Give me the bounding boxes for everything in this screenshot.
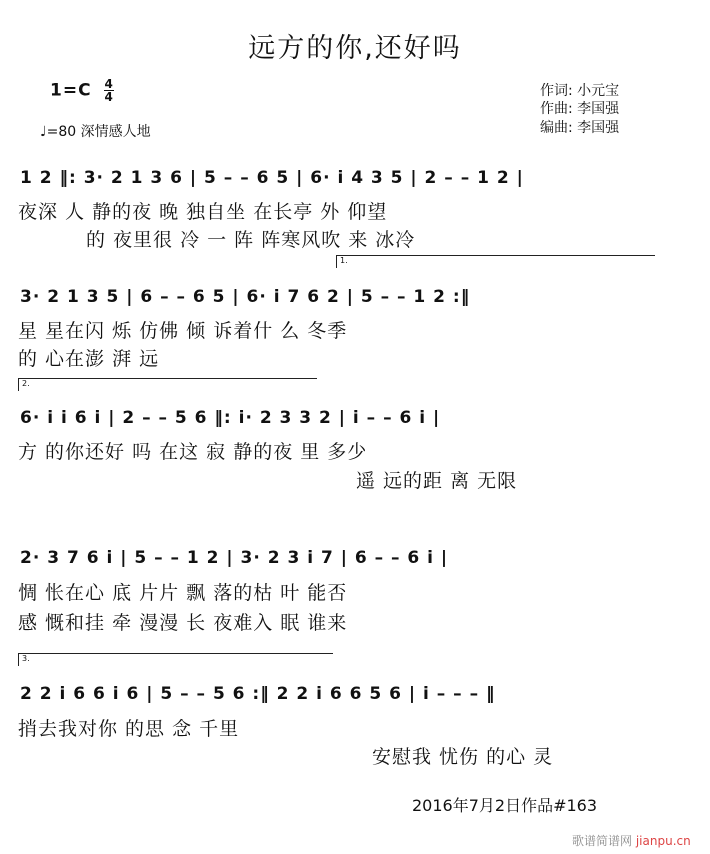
lyric-line-3a: 方 的你还好 吗 在这 寂 静的夜 里 多少	[18, 441, 368, 463]
time-numerator: 4	[104, 77, 114, 91]
key-signature	[50, 78, 114, 103]
notation-line-2: 3· 2 1 3 5 | 6 – – 6 5 | 6· i 7 6 2 | 5 – – 1 2 :‖	[20, 287, 471, 307]
watermark	[572, 832, 691, 849]
volta-bracket-2	[18, 378, 317, 391]
lyric-line-2b: 的 心在澎 湃 远	[18, 348, 160, 370]
song-title: 远方的你,还好吗	[248, 33, 462, 64]
lyric-line-5b: 安慰我 忧伤 的心 灵	[372, 746, 554, 768]
lyric-line-3b: 遥 远的距 离 无限	[356, 470, 518, 492]
tempo-marking: ♩=80 深情感人地	[40, 124, 151, 140]
lyric-line-1b: 的 夜里很 冷 一 阵 阵寒风吹 来 冰冷	[86, 229, 416, 251]
lyric-line-5a: 捎去我对你 的思 念 千里	[18, 718, 240, 740]
lyric-line-4a: 惆 怅在心 底 片片 飘 落的枯 叶 能否	[18, 582, 348, 604]
lyric-line-1a: 夜深 人 静的夜 晚 独自坐 在长亭 外 仰望	[18, 201, 388, 223]
volta-number: 1.	[340, 256, 348, 265]
volta-bracket-1	[336, 255, 655, 268]
volta-number: 2.	[22, 379, 30, 388]
credit-arranger: 编曲: 李国强	[540, 120, 620, 136]
volta-bracket-3	[18, 653, 333, 666]
notation-line-4: 2· 3 7 6 i | 5 – – 1 2 | 3· 2 3 i 7 | 6 – – 6 i |	[20, 548, 449, 568]
time-denominator: 4	[104, 90, 114, 104]
notation-line-1: 1 2 ‖: 3· 2 1 3 6 | 5 – – 6 5 | 6· i 4 3 5 | 2 – – 1 2 |	[20, 168, 524, 188]
lyric-line-2a: 星 星在闪 烁 仿佛 倾 诉着什 么 冬季	[18, 320, 348, 342]
lyric-line-4b: 感 慨和挂 牵 漫漫 长 夜难入 眠 谁来	[18, 612, 348, 634]
volta-number: 3.	[22, 654, 30, 663]
footer-date: 2016年7月2日作品#163	[412, 796, 598, 815]
credit-composer: 作曲: 李国强	[540, 101, 620, 117]
time-signature	[104, 78, 113, 103]
notation-line-3: 6· i i 6 i | 2 – – 5 6 ‖: i· 2 3 3 2 | i – – 6 i |	[20, 408, 441, 428]
credit-lyricist: 作词: 小元宝	[540, 83, 620, 99]
watermark-text: 歌谱简谱网	[572, 834, 633, 848]
key-label: 1=C	[50, 80, 92, 101]
notation-line-5: 2 2 i 6 6 i 6 | 5 – – 5 6 :‖ 2 2 i 6 6 5 6 | i – – – ‖	[20, 684, 496, 704]
watermark-url: jianpu.cn	[635, 834, 691, 848]
